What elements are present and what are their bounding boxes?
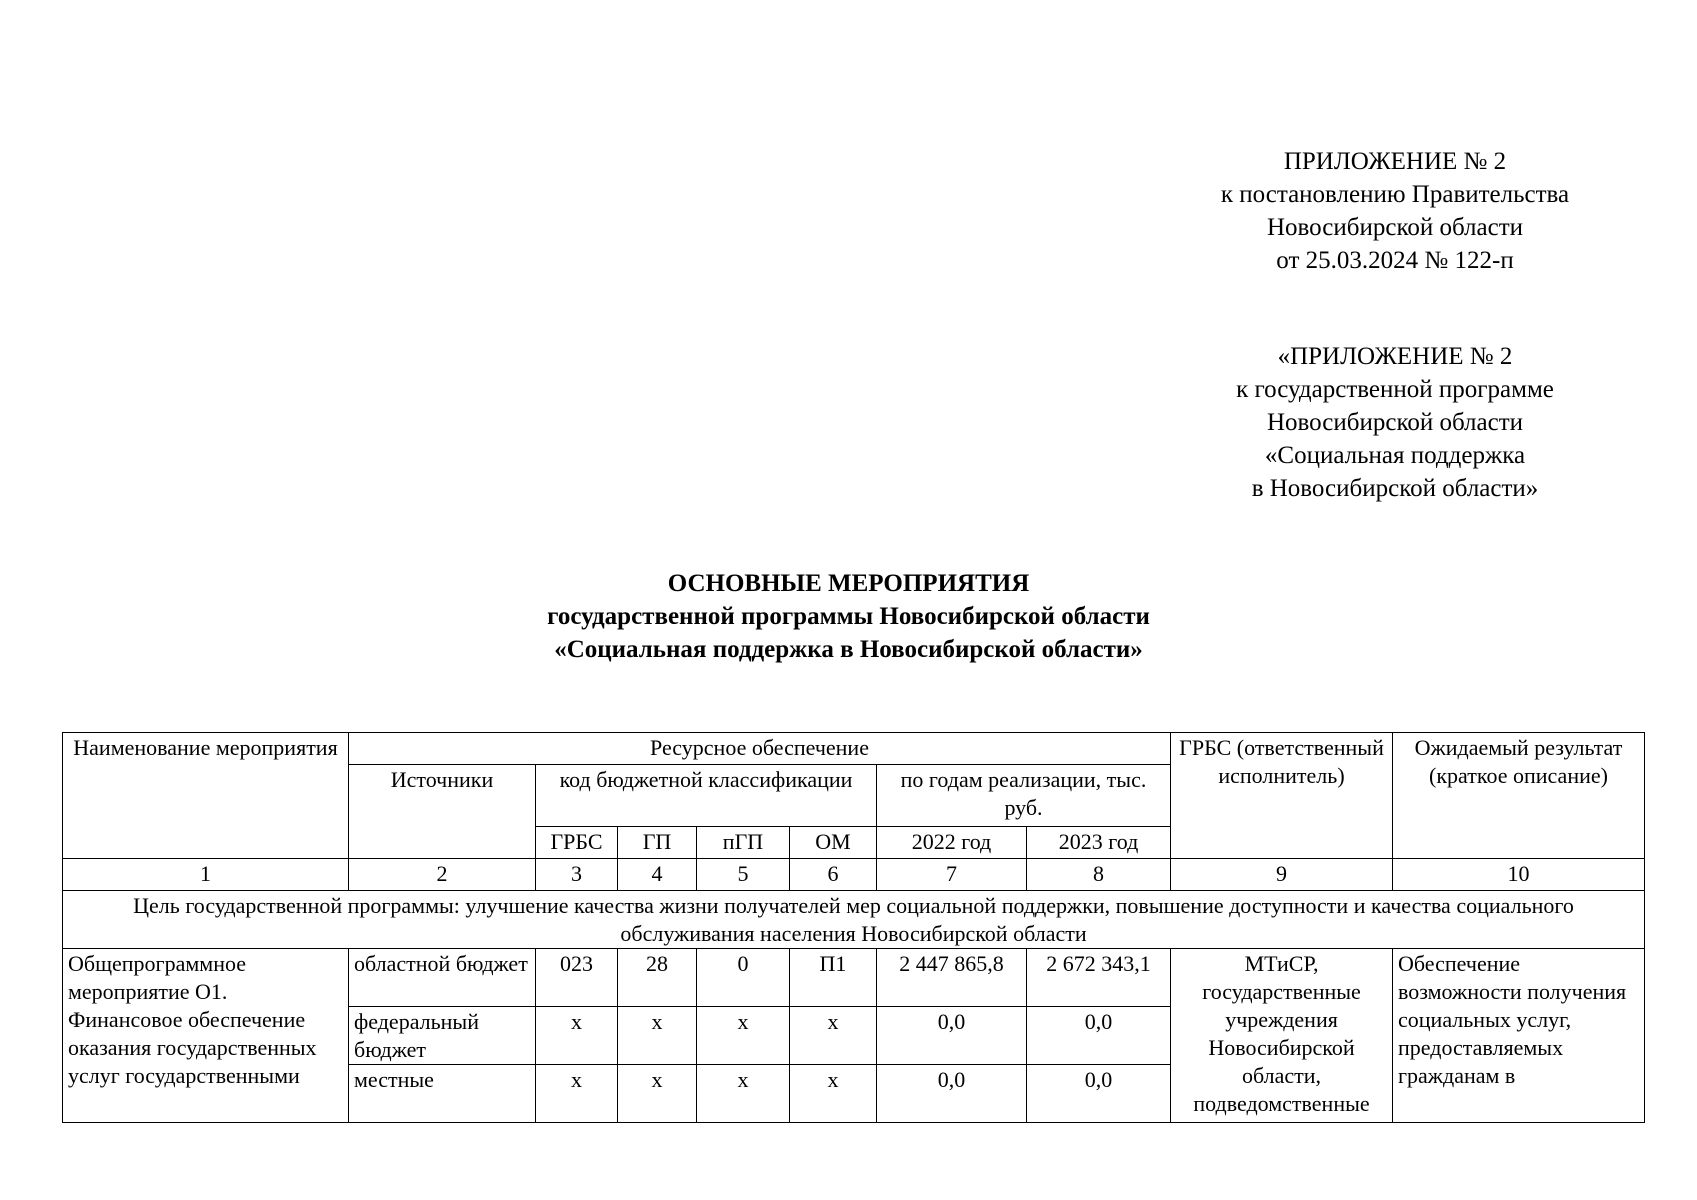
code-grbs-value: х bbox=[536, 1065, 618, 1123]
measures-table bbox=[62, 732, 1645, 1123]
code-grbs-value: 023 bbox=[536, 949, 618, 1007]
column-number: 9 bbox=[1171, 859, 1393, 891]
appendix-line: «Социальная поддержка bbox=[1264, 442, 1526, 469]
header-grbs-executor: ГРБС (ответственный исполнитель) bbox=[1171, 733, 1393, 859]
appendix-line: от 25.03.2024 № 122-п bbox=[1276, 247, 1514, 274]
header-code-gp: ГП bbox=[618, 827, 697, 859]
header-budget-code: код бюджетной классификации bbox=[536, 765, 877, 827]
measure-name: Общепрограммное мероприятие О1. Финансовое обеспечение оказания государственных услуг государственными bbox=[63, 949, 349, 1123]
header-code-om: ОМ bbox=[790, 827, 877, 859]
header-year-2023: 2023 год bbox=[1027, 827, 1171, 859]
amount-2023: 2 672 343,1 bbox=[1027, 949, 1171, 1007]
appendix-line: Новосибирской области bbox=[1266, 214, 1524, 241]
measure-row-regional bbox=[63, 949, 1645, 1007]
header-by-years: по годам реализации, тыс. руб. bbox=[877, 765, 1171, 827]
appendix-line: ПРИЛОЖЕНИЕ № 2 bbox=[1283, 148, 1507, 175]
column-number: 10 bbox=[1393, 859, 1645, 891]
column-number: 7 bbox=[877, 859, 1027, 891]
amount-2022: 0,0 bbox=[877, 1065, 1027, 1123]
amount-2022: 2 447 865,8 bbox=[877, 949, 1027, 1007]
code-gp-value: 28 bbox=[618, 949, 697, 1007]
amount-2023: 0,0 bbox=[1027, 1007, 1171, 1065]
code-gp-value: х bbox=[618, 1065, 697, 1123]
header-sources: Источники bbox=[349, 765, 536, 859]
header-name: Наименование мероприятия bbox=[63, 733, 349, 859]
code-om-value: П1 bbox=[790, 949, 877, 1007]
column-number-row bbox=[63, 859, 1645, 891]
title-line-2: государственной программы Новосибирской области bbox=[547, 603, 1150, 630]
code-om-value: х bbox=[790, 1007, 877, 1065]
header-resources: Ресурсное обеспечение bbox=[349, 733, 1171, 765]
code-pgp-value: х bbox=[697, 1007, 790, 1065]
appendix-line: «ПРИЛОЖЕНИЕ № 2 bbox=[1277, 343, 1513, 370]
header-code-grbs: ГРБС bbox=[536, 827, 618, 859]
funding-source: местные bbox=[349, 1065, 536, 1123]
code-pgp-value: х bbox=[697, 1065, 790, 1123]
appendix-program-reference bbox=[1160, 340, 1630, 505]
code-om-value: х bbox=[790, 1065, 877, 1123]
column-number: 8 bbox=[1027, 859, 1171, 891]
funding-source: областной бюджет bbox=[349, 949, 536, 1007]
code-gp-value: х bbox=[618, 1007, 697, 1065]
column-number: 2 bbox=[349, 859, 536, 891]
column-number: 5 bbox=[697, 859, 790, 891]
goal-row bbox=[63, 891, 1645, 949]
column-number: 4 bbox=[618, 859, 697, 891]
appendix-line: к постановлению Правительства bbox=[1220, 181, 1570, 208]
column-number: 3 bbox=[536, 859, 618, 891]
code-pgp-value: 0 bbox=[697, 949, 790, 1007]
amount-2022: 0,0 bbox=[877, 1007, 1027, 1065]
column-number: 1 bbox=[63, 859, 349, 891]
document-title bbox=[0, 567, 1697, 666]
measure-expected-result: Обеспечение возможности получения социальных услуг, предоставляемых гражданам в bbox=[1393, 949, 1645, 1123]
amount-2023: 0,0 bbox=[1027, 1065, 1171, 1123]
appendix-line: в Новосибирской области» bbox=[1251, 475, 1539, 502]
code-grbs-value: х bbox=[536, 1007, 618, 1065]
appendix-line: Новосибирской области bbox=[1266, 409, 1524, 436]
program-goal: Цель государственной программы: улучшение качества жизни получателей мер социальной поддержки, повышение доступности и качества социального обслуживания населения Новосибирской области bbox=[63, 891, 1645, 949]
title-line-3: «Социальная поддержка в Новосибирской области» bbox=[554, 636, 1143, 663]
header-year-2022: 2022 год bbox=[877, 827, 1027, 859]
measure-executor: МТиСР, государственные учреждения Новосибирской области, подведомственные bbox=[1171, 949, 1393, 1123]
header-expected-result: Ожидаемый результат (краткое описание) bbox=[1393, 733, 1645, 859]
column-number: 6 bbox=[790, 859, 877, 891]
appendix-order-reference bbox=[1160, 145, 1630, 277]
funding-source: федеральный бюджет bbox=[349, 1007, 536, 1065]
header-code-pgp: пГП bbox=[697, 827, 790, 859]
title-line-1: ОСНОВНЫЕ МЕРОПРИЯТИЯ bbox=[667, 570, 1030, 597]
appendix-line: к государственной программе bbox=[1236, 376, 1554, 403]
header-row-1 bbox=[63, 733, 1645, 765]
